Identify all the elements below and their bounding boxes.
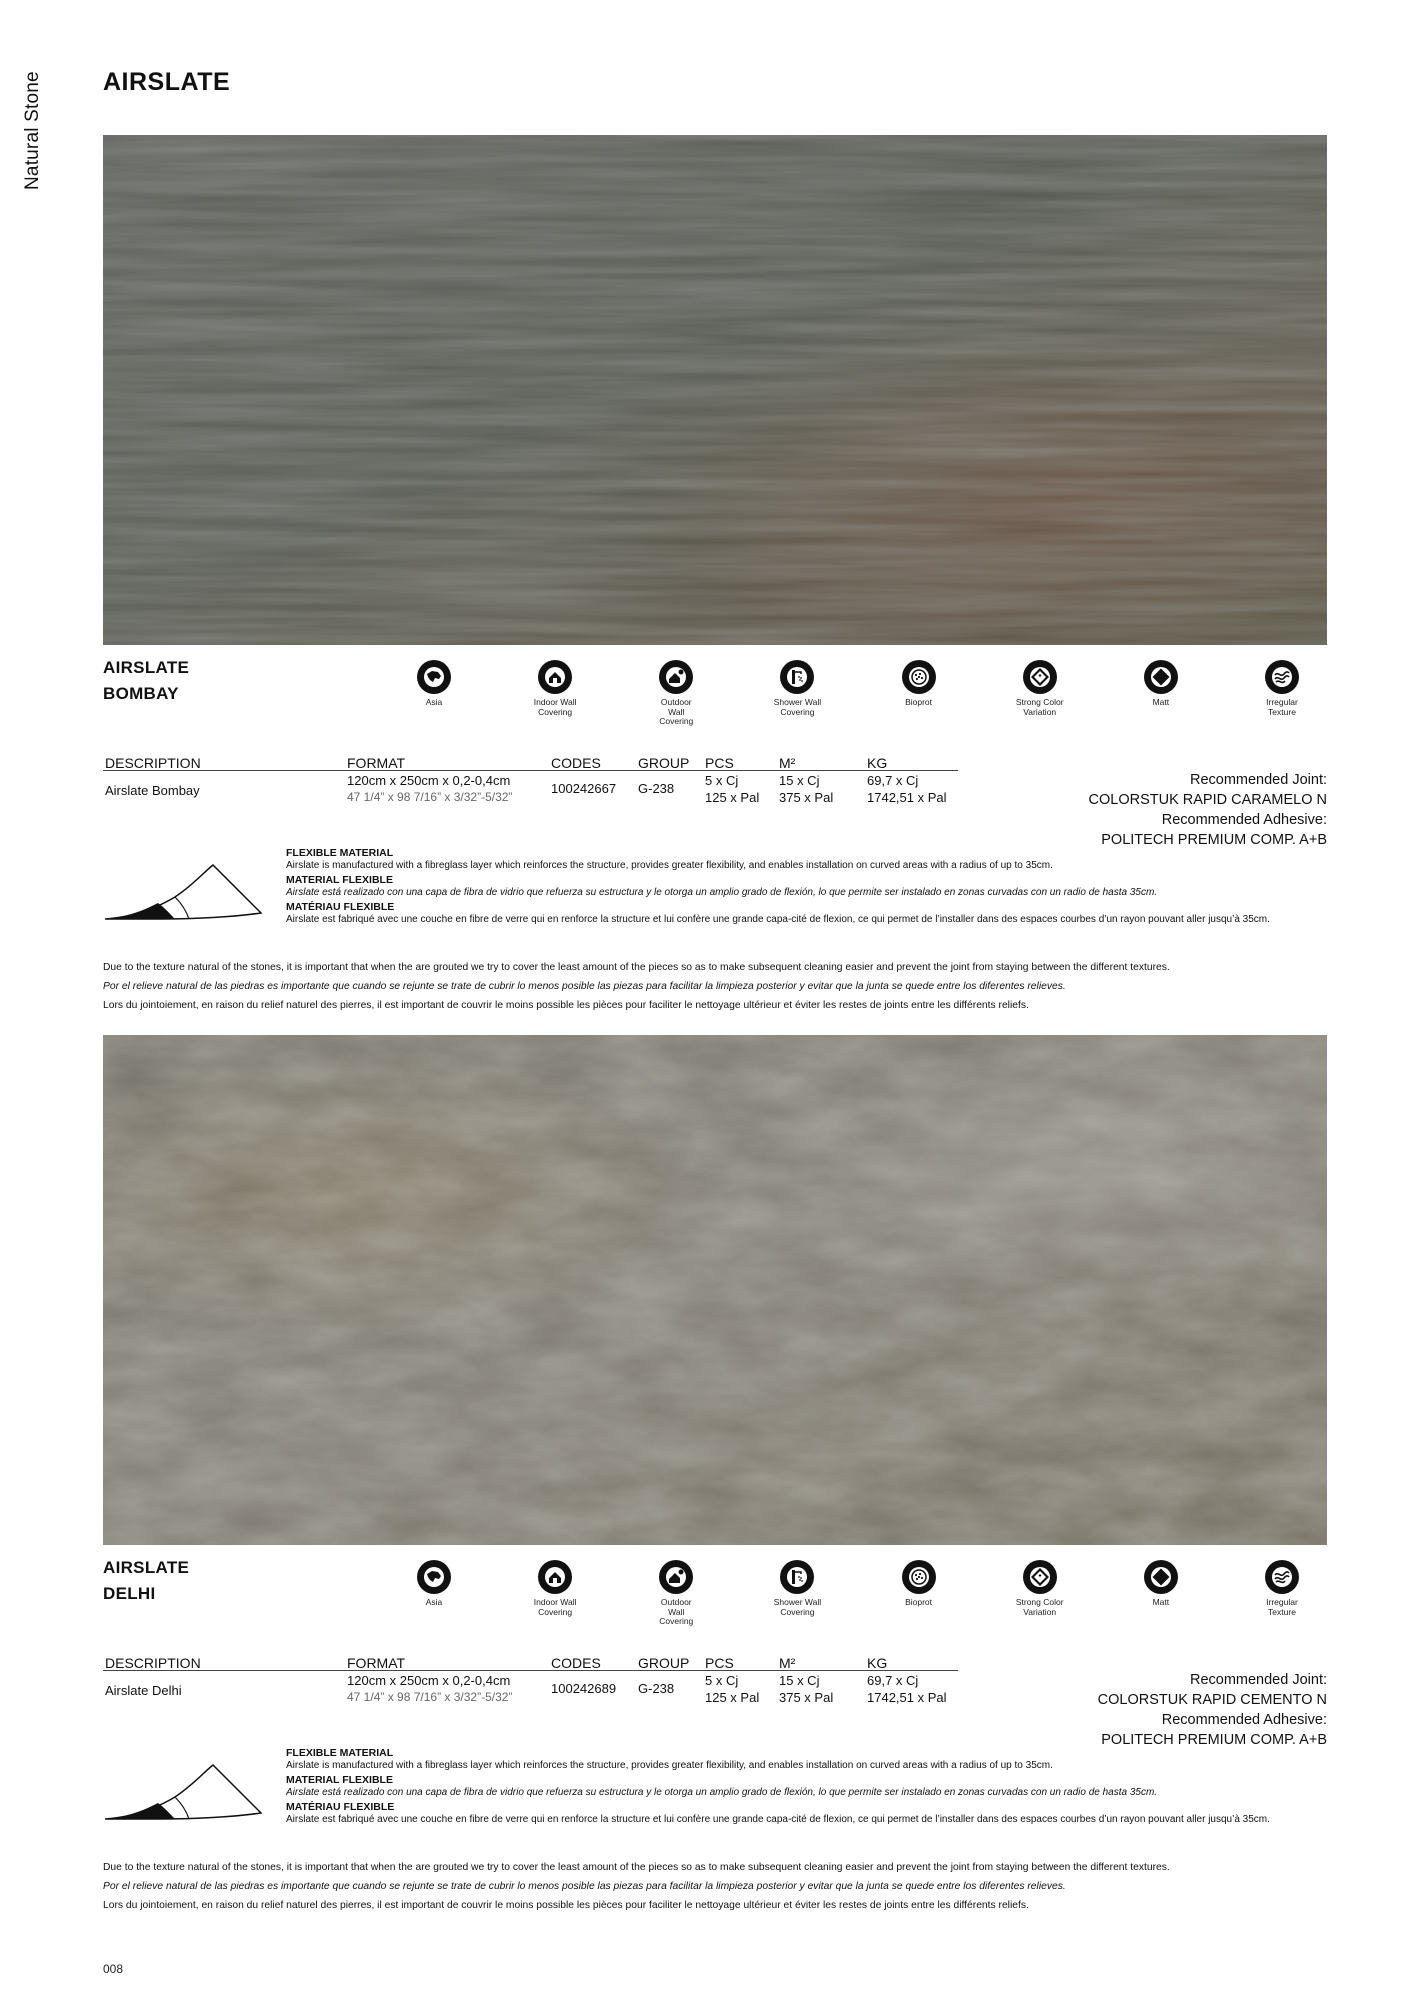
asia-icon xyxy=(417,1560,451,1594)
format-cm: 120cm x 250cm x 0,2-0,4cm xyxy=(347,773,511,788)
grout-text-es: Por el relieve natural de las piedras es importante que cuando se rejunte se trate de cubrir lo menos posible las piezas para facilitar la limpieza posterior y evitar que la junta se quede entre los diferentes relieves. xyxy=(103,981,1066,992)
feature-strong-color-variation xyxy=(995,660,1085,727)
feature-label: Outdoor Wall Covering xyxy=(659,1597,694,1626)
grout-text-fr: Lors du jointoiement, en raison du relief naturel des pierres, il est important de couvrir le moins possible les pièces pour faciliter le nettoyage ultérieur et éviter les restes de joints entre les différents reliefs. xyxy=(103,1900,1029,1911)
shower-wall-icon xyxy=(780,1560,814,1594)
irregular-texture-icon xyxy=(1265,660,1299,694)
flex-text-en: Airslate is manufactured with a fibreglass layer which reinforces the structure, provides greater flexibility, and enables installation on curved areas with a radius of up to 35cm. xyxy=(286,1759,1053,1771)
joint-label: Recommended Joint: xyxy=(1189,772,1327,788)
col-m2: M² xyxy=(779,755,796,771)
grout-text-es: Por el relieve natural de las piedras es importante que cuando se rejunte se trate de cubrir lo menos posible las piezas para facilitar la limpieza posterior y evitar que la junta se quede entre los diferentes relieves. xyxy=(103,1881,1066,1892)
strong-color-variation-icon xyxy=(1023,1560,1057,1594)
feature-asia xyxy=(389,1560,479,1627)
col-kg: KG xyxy=(867,755,888,771)
table-row xyxy=(103,1671,958,1711)
page-number: 008 xyxy=(103,1962,124,1976)
feature-label: Asia xyxy=(425,1597,443,1607)
strong-color-variation-icon xyxy=(1023,660,1057,694)
cell-kg xyxy=(867,772,947,806)
m2-box: 15 x Cj xyxy=(779,1673,820,1688)
joint-label: Recommended Joint: xyxy=(1189,1672,1327,1688)
cell-pcs xyxy=(705,772,759,806)
flex-text-fr: Airslate est fabriqué avec une couche en fibre de verre qui en renforce la structure et lui confère une grande capa-cité de flexion, ce qui permet de l’installer dans des espaces courbes d’un rayon pouvant aller jusqu’à 35cm. xyxy=(286,913,1270,925)
adhesive-label: Recommended Adhesive: xyxy=(1161,812,1327,828)
flexible-sheet-illustration xyxy=(103,861,263,923)
col-pcs: PCS xyxy=(705,755,734,771)
product-name-line1: AIRSLATE xyxy=(103,658,190,677)
feature-label: Irregular Texture xyxy=(1266,697,1298,717)
flex-title-es: MATERIAL FLEXIBLE xyxy=(286,874,393,886)
feature-icons xyxy=(389,660,1327,727)
feature-outdoor-wall xyxy=(631,660,721,727)
product-name xyxy=(103,1555,189,1607)
product-name-line1: AIRSLATE xyxy=(103,1558,190,1577)
feature-outdoor-wall xyxy=(631,1560,721,1627)
col-m2: M² xyxy=(779,1655,796,1671)
m2-box: 15 x Cj xyxy=(779,773,820,788)
pcs-pallet: 125 x Pal xyxy=(705,790,760,805)
kg-pallet: 1742,51 x Pal xyxy=(867,1690,947,1705)
table-row xyxy=(103,771,958,811)
flex-title-es: MATERIAL FLEXIBLE xyxy=(286,1774,393,1786)
page-title: AIRSLATE xyxy=(103,68,231,96)
feature-indoor-wall xyxy=(510,1560,600,1627)
side-category-label: Natural Stone xyxy=(22,71,43,190)
product-name-line2: BOMBAY xyxy=(103,684,179,703)
outdoor-wall-icon xyxy=(659,1560,693,1594)
format-in: 47 1/4” x 98 7/16” x 3/32”-5/32” xyxy=(347,790,513,804)
cell-m2 xyxy=(779,1672,833,1706)
feature-bioprot xyxy=(874,1560,964,1627)
feature-irregular-texture xyxy=(1237,660,1327,727)
feature-bioprot xyxy=(874,660,964,727)
cell-group: G-238 xyxy=(638,781,675,796)
cell-group: G-238 xyxy=(638,1681,675,1696)
flexible-material-notes xyxy=(286,1747,1327,1825)
feature-label: Outdoor Wall Covering xyxy=(659,697,694,726)
product-spec-table xyxy=(103,755,958,811)
bioprot-icon xyxy=(902,1560,936,1594)
recommendation-block xyxy=(1098,1670,1327,1750)
format-in: 47 1/4” x 98 7/16” x 3/32”-5/32” xyxy=(347,1690,513,1704)
flex-title-fr: MATÉRIAU FLEXIBLE xyxy=(286,1801,395,1813)
product-name-line2: DELHI xyxy=(103,1584,156,1603)
feature-asia xyxy=(389,660,479,727)
pcs-box: 5 x Cj xyxy=(705,773,739,788)
asia-icon xyxy=(417,660,451,694)
col-codes: CODES xyxy=(551,1655,601,1671)
col-description: DESCRIPTION xyxy=(105,755,201,771)
flex-text-es: Airslate está realizado con una capa de fibra de vidrio que refuerza su estructura y le otorga un amplio grado de flexión, lo que permite ser instalado en zonas curvadas con un radio de hasta 35cm. xyxy=(286,886,1158,898)
m2-pallet: 375 x Pal xyxy=(779,790,834,805)
cell-format xyxy=(347,772,512,806)
feature-shower-wall xyxy=(752,660,842,727)
feature-label: Shower Wall Covering xyxy=(773,697,822,717)
cell-m2 xyxy=(779,772,833,806)
matt-icon xyxy=(1144,1560,1178,1594)
cell-description: Airslate Delhi xyxy=(105,1683,182,1698)
feature-irregular-texture xyxy=(1237,1560,1327,1627)
table-header-row xyxy=(103,1655,958,1671)
feature-label: Matt xyxy=(1152,697,1170,707)
outdoor-wall-icon xyxy=(659,660,693,694)
cell-code: 100242689 xyxy=(551,1681,617,1696)
flex-text-en: Airslate is manufactured with a fibreglass layer which reinforces the structure, provides greater flexibility, and enables installation on curved areas with a radius of up to 35cm. xyxy=(286,859,1053,871)
col-kg: KG xyxy=(867,1655,888,1671)
flexible-sheet-illustration xyxy=(103,1761,263,1823)
feature-label: Bioprot xyxy=(905,1597,933,1607)
product-section-delhi xyxy=(103,1035,1327,1911)
flex-title-fr: MATÉRIAU FLEXIBLE xyxy=(286,901,395,913)
col-format: FORMAT xyxy=(347,1655,406,1671)
stone-texture-photo xyxy=(103,1035,1327,1545)
cell-kg xyxy=(867,1672,947,1706)
flex-text-es: Airslate está realizado con una capa de fibra de vidrio que refuerza su estructura y le otorga un amplio grado de flexión, lo que permite ser instalado en zonas curvadas con un radio de hasta 35cm. xyxy=(286,1786,1158,1798)
col-format: FORMAT xyxy=(347,755,406,771)
kg-pallet: 1742,51 x Pal xyxy=(867,790,947,805)
kg-box: 69,7 x Cj xyxy=(867,1673,919,1688)
flex-title-en: FLEXIBLE MATERIAL xyxy=(286,847,394,859)
feature-matt xyxy=(1116,660,1206,727)
pcs-pallet: 125 x Pal xyxy=(705,1690,760,1705)
feature-label: Shower Wall Covering xyxy=(773,1597,822,1617)
matt-icon xyxy=(1144,660,1178,694)
indoor-wall-icon xyxy=(538,660,572,694)
feature-shower-wall xyxy=(752,1560,842,1627)
feature-label: Bioprot xyxy=(905,697,933,707)
cell-description: Airslate Bombay xyxy=(105,783,200,798)
grout-text-fr: Lors du jointoiement, en raison du relief naturel des pierres, il est important de couvrir le moins possible les pièces pour faciliter le nettoyage ultérieur et éviter les restes de joints entre les différents reliefs. xyxy=(103,1000,1029,1011)
feature-label: Matt xyxy=(1152,1597,1170,1607)
adhesive-value: POLITECH PREMIUM COMP. A+B xyxy=(1101,1732,1327,1748)
cell-pcs xyxy=(705,1672,759,1706)
joint-value: COLORSTUK RAPID CARAMELO N xyxy=(1088,792,1327,808)
col-description: DESCRIPTION xyxy=(105,1655,201,1671)
bioprot-icon xyxy=(902,660,936,694)
product-section-bombay xyxy=(103,135,1327,1011)
feature-label: Indoor Wall Covering xyxy=(533,697,577,717)
shower-wall-icon xyxy=(780,660,814,694)
feature-indoor-wall xyxy=(510,660,600,727)
irregular-texture-icon xyxy=(1265,1560,1299,1594)
m2-pallet: 375 x Pal xyxy=(779,1690,834,1705)
feature-label: Irregular Texture xyxy=(1266,1597,1298,1617)
col-group: GROUP xyxy=(638,1655,690,1671)
grout-text-en: Due to the texture natural of the stones, it is important that when the are grouted we try to cover the least amount of the pieces so as to make subsequent cleaning easier and prevent the joint from staying between the different textures. xyxy=(103,962,1170,973)
kg-box: 69,7 x Cj xyxy=(867,773,919,788)
feature-icons xyxy=(389,1560,1327,1627)
product-spec-table xyxy=(103,1655,958,1711)
recommendation-block xyxy=(1089,770,1328,850)
adhesive-label: Recommended Adhesive: xyxy=(1161,1712,1327,1728)
feature-label: Asia xyxy=(425,697,443,707)
feature-label: Indoor Wall Covering xyxy=(533,1597,577,1617)
format-cm: 120cm x 250cm x 0,2-0,4cm xyxy=(347,1673,511,1688)
grouting-notes xyxy=(103,958,1327,1015)
table-header-row xyxy=(103,755,958,771)
col-group: GROUP xyxy=(638,755,690,771)
feature-matt xyxy=(1116,1560,1206,1627)
cell-code: 100242667 xyxy=(551,781,617,796)
grout-text-en: Due to the texture natural of the stones, it is important that when the are grouted we try to cover the least amount of the pieces so as to make subsequent cleaning easier and prevent the joint from staying between the different textures. xyxy=(103,1862,1170,1873)
product-name xyxy=(103,655,189,707)
feature-strong-color-variation xyxy=(995,1560,1085,1627)
flex-title-en: FLEXIBLE MATERIAL xyxy=(286,1747,394,1759)
stone-texture-photo xyxy=(103,135,1327,645)
adhesive-value: POLITECH PREMIUM COMP. A+B xyxy=(1101,832,1327,848)
feature-label: Strong Color Variation xyxy=(1015,697,1064,717)
cell-format xyxy=(347,1672,512,1706)
col-codes: CODES xyxy=(551,755,601,771)
flexible-material-notes xyxy=(286,847,1327,925)
joint-value: COLORSTUK RAPID CEMENTO N xyxy=(1097,1692,1327,1708)
col-pcs: PCS xyxy=(705,1655,734,1671)
indoor-wall-icon xyxy=(538,1560,572,1594)
flex-text-fr: Airslate est fabriqué avec une couche en fibre de verre qui en renforce la structure et lui confère une grande capa-cité de flexion, ce qui permet de l’installer dans des espaces courbes d’un rayon pouvant aller jusqu’à 35cm. xyxy=(286,1813,1270,1825)
feature-label: Strong Color Variation xyxy=(1015,1597,1064,1617)
pcs-box: 5 x Cj xyxy=(705,1673,739,1688)
grouting-notes xyxy=(103,1858,1327,1915)
